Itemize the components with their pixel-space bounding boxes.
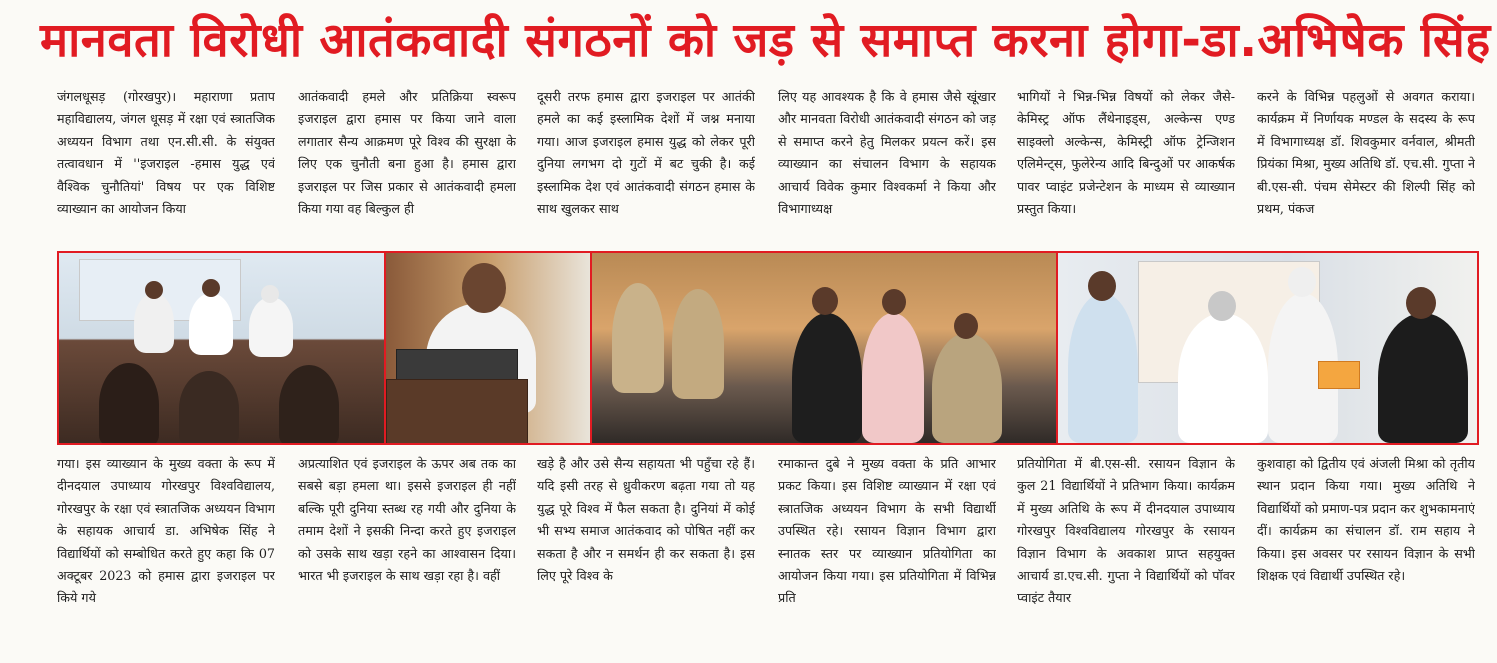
seated-guest-figure — [134, 293, 174, 353]
article-column-3-top: दूसरी तरफ हमास द्वारा इजराइल पर आतंकी हमले का कई इस्लामिक देशों में जश्न मनाया गया। आज इजराइल हमास युद्ध को लेकर पूरी दुनिया लगभग दो गुटों में बट चुकी है। कई इस्लामिक देश एवं आतंकवादी संगठन हमास के साथ खुलकर साथ — [537, 89, 755, 217]
guest-cap-head — [1288, 267, 1316, 297]
guest-head — [1088, 271, 1116, 301]
student-figure — [1378, 313, 1468, 443]
article-column-2-bottom: अप्रत्याशित एवं इजराइल के ऊपर अब तक का सबसे बड़ा हमला था। इससे इजराइल ही नहीं बल्कि पूरी दुनिया स्तब्ध रह गयी और दुनिया के तमाम देशों ने इसकी निन्दा करते हुए इजराइल को उसके साथ खड़ा रहने का आश्वासन दिया। भारत भी इजराइल के साथ खड़ा रहा है। वहीं — [298, 456, 516, 584]
speaker-at-podium-photo — [386, 253, 591, 443]
photo-strip — [57, 251, 1479, 445]
podium-stand — [386, 379, 528, 443]
guest-figure — [1068, 293, 1138, 443]
audience-figure — [99, 363, 159, 443]
cadet-figure — [672, 289, 724, 399]
student-head — [882, 289, 906, 315]
article-column-1-top: जंगलधूसड़ (गोरखपुर)। महाराणा प्रताप महाविद्यालय, जंगल धूसड़ में रक्षा एवं स्त्रातजिक अध्ययन विभाग तथा एन.सी.सी. के संयुक्त तत्वावधान में ''इजराइल -हमास युद्ध एवं वैश्विक चुनौतियां' विषय पर एक विशिष्ट व्याख्यान का आयोजन किया — [57, 89, 275, 217]
audience-figure — [279, 365, 339, 443]
student-figure — [862, 313, 924, 443]
article-column-2-top: आतंकवादी हमले और प्रतिक्रिया स्वरूप इजराइल द्वारा हमास पर किया जाने वाला लगातार सैन्य आक्रमण पूरे विश्व की सुरक्षा के लिए एक चुनौती बना हुआ है। हमास द्वारा इजराइल पर जिस प्रकार से आतंकवादी हमला किया गया वह बिल्कुल ही — [298, 89, 516, 217]
article-column-4-top: लिए यह आवश्यक है कि वे हमास जैसे खूंखार और मानवता विरोधी आतंकवादी संगठन को जड़ से समाप्त करने हेतु मिलकर प्रयत्न करें। इस व्याख्यान का संचालन विभाग के सहायक आचार्य विवेक कुमार विश्वकर्मा ने किया और विभागाध्यक्ष — [778, 89, 996, 217]
article-column-4-bottom: रमाकान्त दुबे ने मुख्य वक्ता के प्रति आभार प्रकट किया। इस विशिष्ट व्याख्यान में रक्षा एवं स्त्रातजिक अध्ययन विभाग के सभी विद्यार्थी उपस्थित रहे। रसायन विज्ञान विभाग द्वारा स्नातक स्तर पर व्याख्यान प्रतियोगिता का आयोजन किया गया। इस प्रतियोगिता में विभिन्न प्रति — [778, 456, 996, 606]
page-headline: मानवता विरोधी आतंकवादी संगठनों को जड़ से समाप्त करना होगा-डा.अभिषेक सिंह — [40, 13, 1491, 68]
podium-laptop — [396, 349, 518, 381]
student-figure — [792, 313, 862, 443]
article-column-6-bottom: कुशवाहा को द्वितीय एवं अंजली मिश्रा को तृतीय स्थान प्रदान किया गया। मुख्य अतिथि ने विद्यार्थियों को प्रमाण-पत्र प्रदान कर शुभकामनाएं दीं। कार्यक्रम का संचालन डॉ. राम सहाय ने किया। इस अवसर पर रसायन विज्ञान के सभी शिक्षक एवं विद्यार्थी उपस्थित रहे। — [1257, 456, 1475, 584]
ncc-cadets-audience-photo — [592, 253, 1055, 443]
audience-figure — [179, 371, 239, 443]
article-column-1-bottom: गया। इस व्याख्यान के मुख्य वक्ता के रूप में दीनदयाल उपाध्याय गोरखपुर विश्वविद्यालय, गोरखपुर के रक्षा एवं स्त्रातजिक अध्ययन विभाग के सहायक आचार्य डा. अभिषेक सिंह ने विद्यार्थियों को सम्बोधित करते हुए कहा कि 07 अक्टूबर 2023 को हमास द्वारा इजराइल पर किये गये — [57, 456, 275, 606]
speaker-head — [202, 279, 220, 297]
article-column-6-top: करने के विभिन्न पहलुओं से अवगत कराया। कार्यक्रम में निर्णायक मण्डल के सदस्य के रूप में विभागाध्यक्ष डॉ. शिवकुमार वर्नवाल, श्रीमती प्रियंका मिश्रा, मुख्य अतिथि डॉ. एच.सी. गुप्ता ने बी.एस-सी. पंचम सेमेस्टर की शिल्पी सिंह को प्रथम, पंकज — [1257, 89, 1475, 217]
standing-speaker-figure — [189, 293, 233, 355]
article-column-5-top: भागियों ने भिन्न-भिन्न विषयों को लेकर जैसे-केमिस्ट्र ऑफ लैंथेनाइड्स, अल्केन्स एण्ड साइक्लो अल्केन्स, केमिस्ट्री ऑफ ट्रेन्जिशन एलिमेन्ट्स, फुलेरेन्य आदि बिन्दुओं पर आकर्षक पावर प्वाइंट प्रजेन्टेशन के माध्यम से व्याख्यान प्रस्तुत किया। — [1017, 89, 1235, 217]
certificate — [1318, 361, 1360, 389]
seminar-stage-photo — [59, 253, 384, 443]
guest-head — [145, 281, 163, 299]
cadet-figure — [612, 283, 664, 393]
student-head — [812, 287, 838, 315]
chief-guest-head — [1208, 291, 1236, 321]
article-column-5-bottom: प्रतियोगिता में बी.एस-सी. रसायन विज्ञान के कुल 21 विद्यार्थियों ने प्रतिभाग किया। कार्यक्रम में मुख्य अतिथि के रूप में दीनदयाल उपाध्याय गोरखपुर विश्वविद्यालय गोरखपुर के रसायन विज्ञान विभाग के अवकाश प्राप्त सहयुक्त आचार्य डा.एच.सी. गुप्ता ने विद्यार्थियों को पॉवर प्वाइंट तैयार — [1017, 456, 1235, 606]
seated-guest-figure — [249, 297, 293, 357]
speaker-head — [462, 263, 506, 313]
certificate-award-photo — [1058, 253, 1477, 443]
guest-cap-head — [261, 285, 279, 303]
student-head — [1406, 287, 1436, 319]
chief-guest-figure — [1178, 313, 1268, 443]
cadet-figure — [932, 333, 1002, 443]
article-column-3-bottom: खड़े है और उसे सैन्य सहायता भी पहुँचा रहे हैं। यदि इसी तरह से ध्रुवीकरण बढ़ता गया तो यह युद्ध पूरे विश्व में फैल सकता है। दुनियां में कोई भी सभ्य समाज आतंकवाद को पोषित नहीं कर सकता है और न समर्थन ही कर सकता है। इस लिए पूरे विश्व के — [537, 456, 755, 584]
